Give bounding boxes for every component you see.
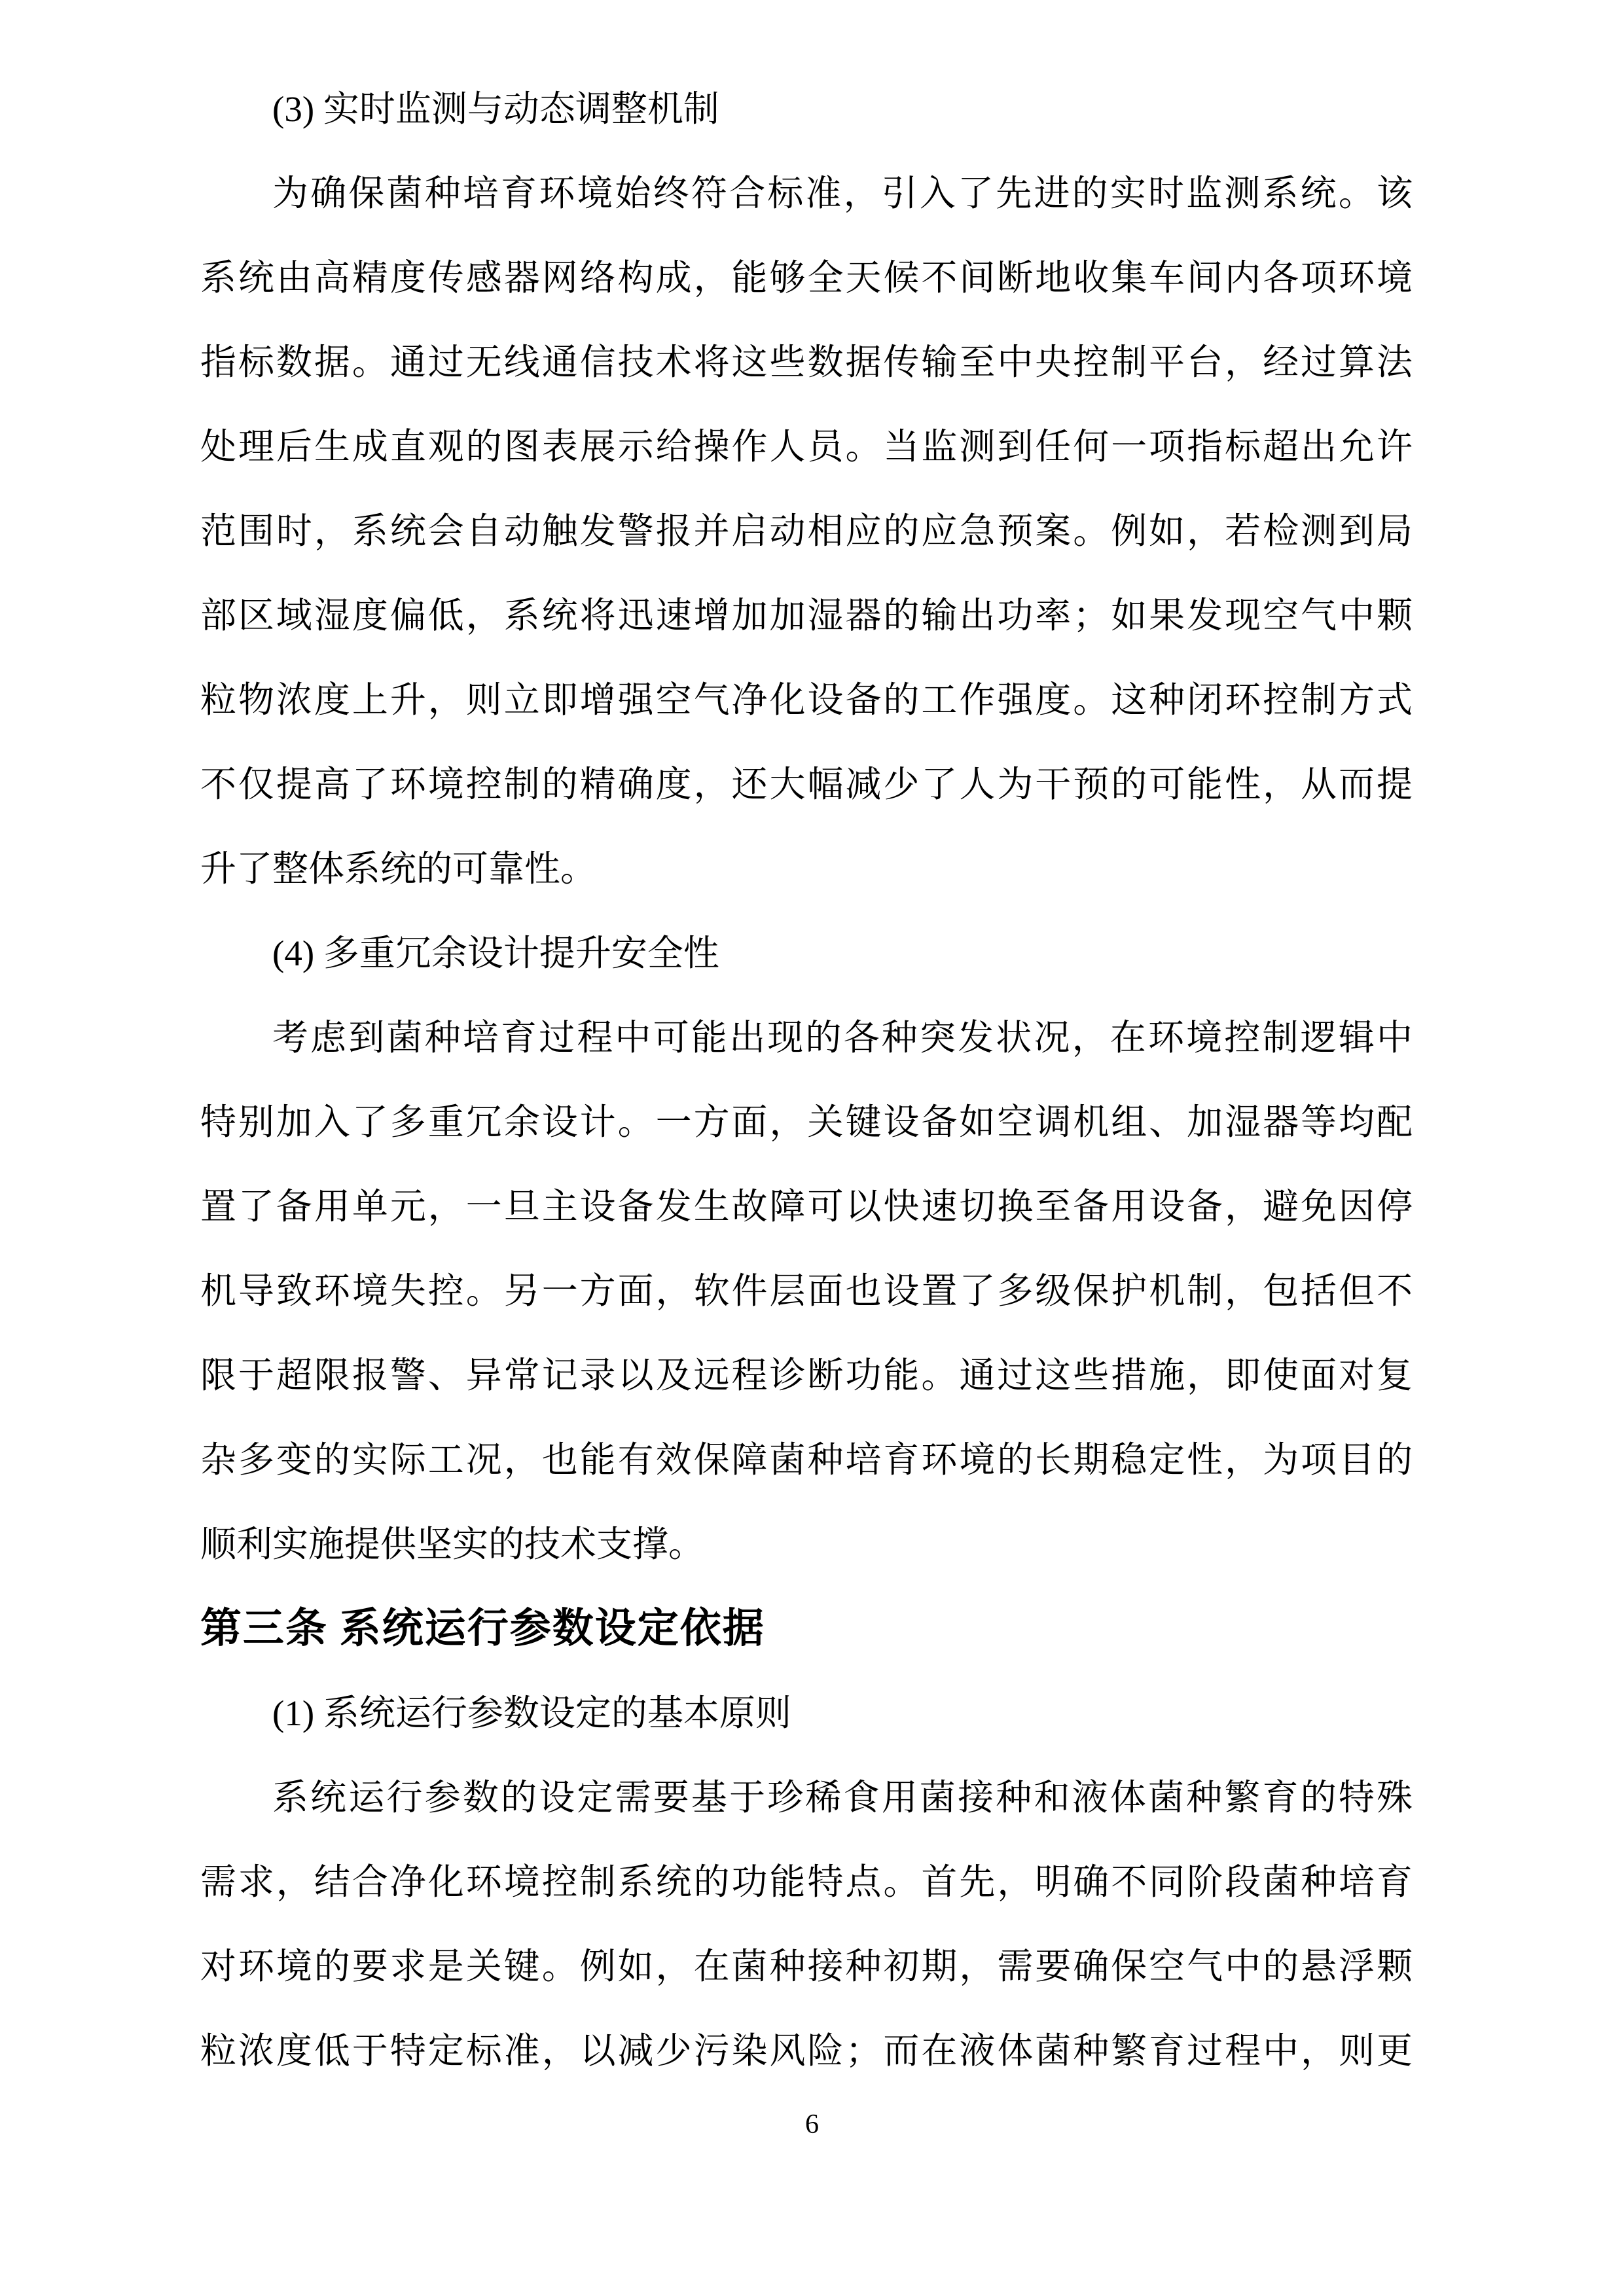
body-text-line: 需求，结合净化环境控制系统的功能特点。首先，明确不同阶段菌种培育: [200, 1862, 1413, 1902]
body-text-line: 对环境的要求是关键。例如，在菌种接种初期，需要确保空气中的悬浮颗: [200, 1946, 1413, 1986]
body-text-line: 升了整体系统的可靠性。: [200, 849, 597, 889]
body-text-line: 系统运行参数的设定需要基于珍稀食用菌接种和液体菌种繁育的特殊: [272, 1778, 1413, 1818]
body-text-line: 顺利实施提供坚实的技术支撑。: [200, 1524, 705, 1564]
body-text-line: 不仅提高了环境控制的精确度，还大幅减少了人为干预的可能性，从而提: [200, 764, 1413, 804]
page-number: 6: [805, 2109, 819, 2140]
body-text-line: 置了备用单元，一旦主设备发生故障可以快速切换至备用设备，避免因停: [200, 1187, 1413, 1227]
body-text-line: 部区域湿度偏低，系统将迅速增加加湿器的输出功率；如果发现空气中颗: [200, 596, 1413, 636]
body-text-line: 特别加入了多重冗余设计。一方面，关键设备如空调机组、加湿器等均配: [200, 1102, 1413, 1142]
body-text-line: 限于超限报警、异常记录以及远程诊断功能。通过这些措施，即使面对复: [200, 1355, 1413, 1395]
subsection-heading-3: (3) 实时监测与动态调整机制: [272, 89, 719, 129]
subsection-heading-1: (1) 系统运行参数设定的基本原则: [272, 1693, 791, 1733]
body-text-line: 为确保菌种培育环境始终符合标准，引入了先进的实时监测系统。该: [272, 173, 1413, 213]
body-text-line: 机导致环境失控。另一方面，软件层面也设置了多级保护机制，包括但不: [200, 1271, 1413, 1311]
body-text-line: 指标数据。通过无线通信技术将这些数据传输至中央控制平台，经过算法: [200, 342, 1413, 382]
body-text-line: 粒物浓度上升，则立即增强空气净化设备的工作强度。这种闭环控制方式: [200, 680, 1413, 720]
body-text-line: 范围时，系统会自动触发警报并启动相应的应急预案。例如，若检测到局: [200, 511, 1413, 551]
body-text-line: 处理后生成直观的图表展示给操作人员。当监测到任何一项指标超出允许: [200, 427, 1413, 467]
body-text-line: 考虑到菌种培育过程中可能出现的各种突发状况，在环境控制逻辑中: [272, 1018, 1413, 1058]
text-block: [200, 67, 1413, 2093]
section-heading: 第三条 系统运行参数设定依据: [200, 1605, 765, 1651]
body-text-line: 粒浓度低于特定标准，以减少污染风险；而在液体菌种繁育过程中，则更: [200, 2031, 1413, 2071]
body-text-line: 杂多变的实际工况，也能有效保障菌种培育环境的长期稳定性，为项目的: [200, 1440, 1413, 1480]
body-text-line: 系统由高精度传感器网络构成，能够全天候不间断地收集车间内各项环境: [200, 258, 1413, 298]
subsection-heading-4: (4) 多重冗余设计提升安全性: [272, 933, 719, 973]
